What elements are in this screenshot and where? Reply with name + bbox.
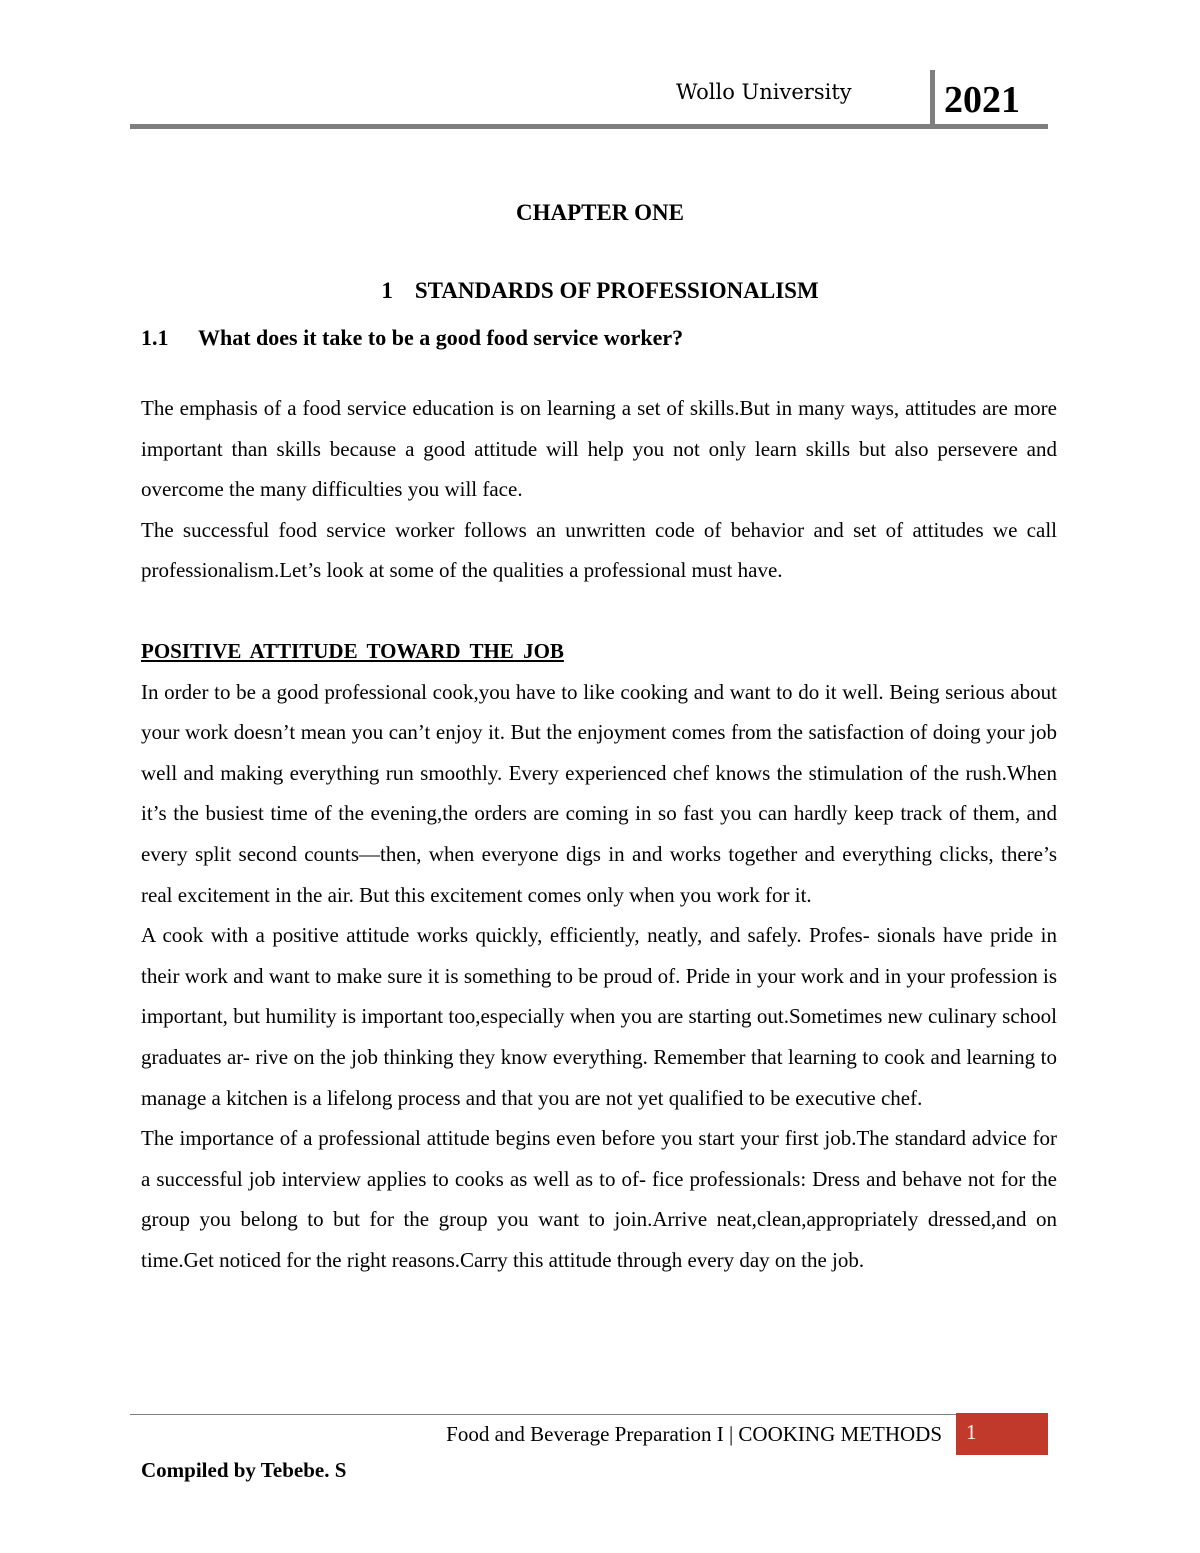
page-number: 1 xyxy=(966,1420,977,1444)
subsection-heading xyxy=(141,325,683,351)
footer-rule xyxy=(130,1414,1048,1415)
compiled-by: Compiled by Tebebe. S xyxy=(141,1458,347,1482)
paragraph-4: A cook with a positive attitude works quickly, efficiently, neatly, and safely. Profes- sionals have pride in their work and want to make sure it is something to be proud of. Pride in your work and in your profession is important, but humility is important too,especially when you are starting out.Sometimes new culinary school graduates ar- rive on the job thinking they know everything. Remember that learning to cook and learning to manage a kitchen is a lifelong process and that you are not yet qualified to be executive chef. xyxy=(141,923,1057,1110)
page-number-box xyxy=(956,1413,1048,1455)
header-rule xyxy=(130,124,1048,129)
paragraph-1: The emphasis of a food service education is on learning a set of skills.But in many ways, attitudes are more important than skills because a good attitude will help you not only learn skills but also persevere and overcome the many difficulties you will face. xyxy=(141,396,1057,502)
subsection-title: What does it take to be a good food service worker? xyxy=(198,325,684,350)
footer-course-title: Food and Beverage Preparation I | COOKING METHODS xyxy=(446,1422,942,1446)
paragraph-2: The successful food service worker follows an unwritten code of behavior and set of attitudes we call professionalism.Let’s look at some of the qualities a professional must have. xyxy=(141,517,1057,583)
header-year: 2021 xyxy=(944,79,1020,121)
subsection-number: 1.1 xyxy=(141,325,169,350)
header-institution: Wollo University xyxy=(676,80,852,104)
paragraph-gap xyxy=(141,591,1057,631)
positive-attitude-subheading: POSITIVE ATTITUDE TOWARD THE JOB xyxy=(141,638,564,663)
header-divider-vertical xyxy=(930,70,935,128)
body-text xyxy=(141,388,1057,1280)
section-heading xyxy=(0,278,1200,304)
section-title: STANDARDS OF PROFESSIONALISM xyxy=(414,278,819,303)
section-number: 1 xyxy=(381,278,393,303)
paragraph-3: In order to be a good professional cook,you have to like cooking and want to do it well. Being serious about your work doesn’t mean you can’t enjoy it. But the enjoyment comes from the satisfaction of doing your job well and making everything run smoothly. Every experienced chef knows the stimulation of the rush.When it’s the busiest time of the evening,the orders are coming in so fast you can hardly keep track of them, and every split second counts—then, when everyone digs in and works together and everything clicks, there’s real excitement in the air. But this excitement comes only when you work for it. xyxy=(141,679,1057,907)
paragraph-5: The importance of a professional attitude begins even before you start your first job.The standard advice for a successful job interview applies to cooks as well as to of- fice professionals: Dress and behave not for the group you belong to but for the group you want to join.Arrive neat,clean,appropriately dressed,and on time.Get noticed for the right reasons.Carry this attitude through every day on the job. xyxy=(141,1126,1057,1272)
chapter-title: CHAPTER ONE xyxy=(515,200,685,225)
